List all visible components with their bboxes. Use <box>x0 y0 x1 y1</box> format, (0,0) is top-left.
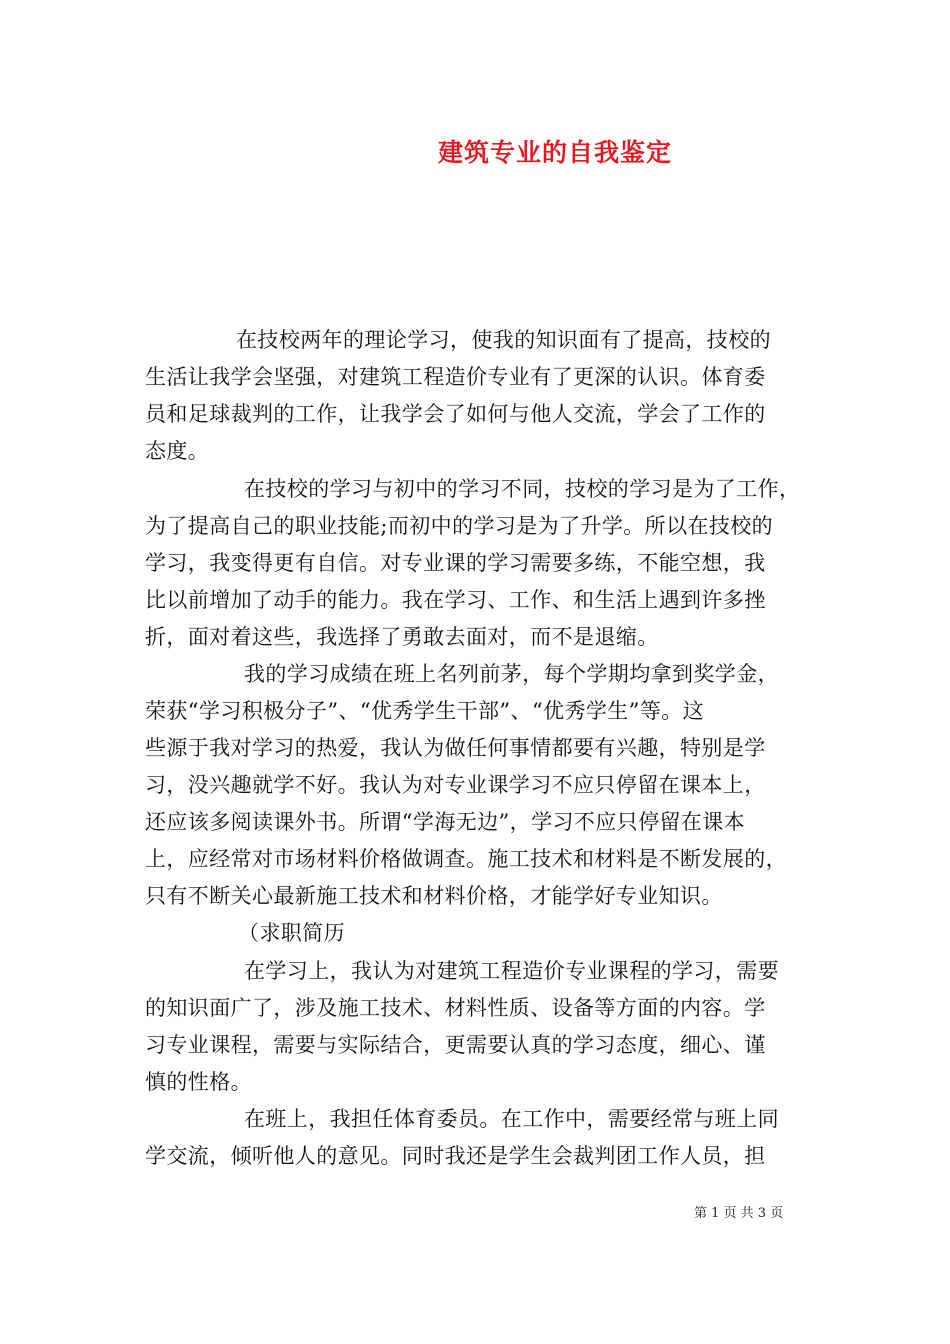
body-line-3: 员和足球裁判的工作，让我学会了如何与他人交流，学会了工作的 <box>145 402 766 426</box>
body-line-16: 只有不断关心最新施工技术和材料价格，才能学好专业知识。 <box>145 884 723 908</box>
body-line-20: 习专业课程，需要与实际结合，更需要认真的学习态度，细心、谨 <box>145 1033 766 1057</box>
body-line-17: （求职简历 <box>238 921 345 945</box>
body-line-12: 些源于我对学习的热爱，我认为做任何事情都要有兴趣，特别是学 <box>145 736 766 760</box>
body-line-10: 我的学习成绩在班上名列前茅，每个学期均拿到奖学金， <box>244 662 779 686</box>
body-line-22: 在班上，我担任体育委员。在工作中，需要经常与班上同 <box>244 1107 779 1131</box>
body-line-21: 慎的性格。 <box>145 1070 252 1094</box>
body-line-7: 学习，我变得更有自信。对专业课的学习需要多练，不能空想，我 <box>145 551 766 575</box>
body-line-18: 在学习上，我认为对建筑工程造价专业课程的学习，需要 <box>244 959 779 983</box>
body-line-1: 在技校两年的理论学习，使我的知识面有了提高，技校的 <box>236 328 771 352</box>
document-title: 建筑专业的自我鉴定 <box>437 138 672 167</box>
page-number: 第 1 页 共 3 页 <box>694 1206 784 1221</box>
body-line-6: 为了提高自己的职业技能;而初中的学习是为了升学。所以在技校的 <box>145 514 774 538</box>
body-line-9: 折，面对着这些，我选择了勇敢去面对，而不是退缩。 <box>145 625 659 649</box>
body-line-11: 荣获“学习积极分子”、“优秀学生干部”、“优秀学生”等。这 <box>145 699 705 723</box>
body-line-8: 比以前增加了动手的能力。我在学习、工作、和生活上遇到许多挫 <box>145 588 766 612</box>
body-line-23: 学交流，倾听他人的意见。同时我还是学生会裁判团工作人员，担 <box>145 1144 766 1168</box>
body-line-4: 态度。 <box>145 439 210 463</box>
body-line-15: 上，应经常对市场材料价格做调查。施工技术和材料是不断发展的， <box>145 847 787 871</box>
body-line-13: 习，没兴趣就学不好。我认为对专业课学习不应只停留在课本上， <box>145 773 766 797</box>
body-line-19: 的知识面广了，涉及施工技术、材料性质、设备等方面的内容。学 <box>145 996 766 1020</box>
body-line-2: 生活让我学会坚强，对建筑工程造价专业有了更深的认识。体育委 <box>145 365 766 389</box>
body-line-14: 还应该多阅读课外书。所谓“学海无边”，学习不应只停留在课本 <box>145 810 746 834</box>
body-line-5: 在技校的学习与初中的学习不同，技校的学习是为了工作， <box>244 477 801 501</box>
